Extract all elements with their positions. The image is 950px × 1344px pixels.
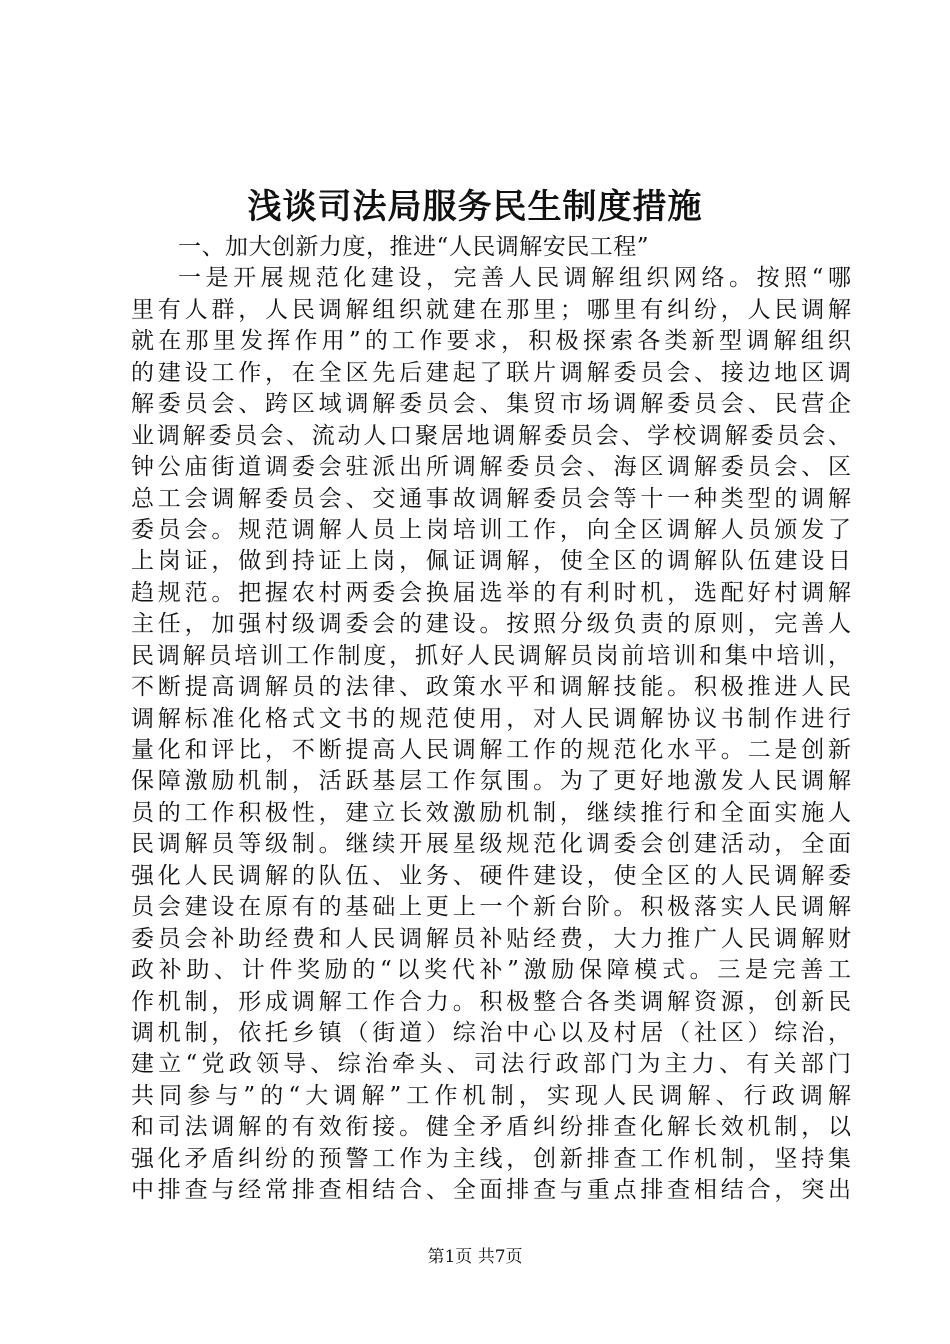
paragraph-line: 民调解员培训工作制度，抓好人民调解员岗前培训和集中培训， [131,642,851,669]
paragraph-line: 调机制，依托乡镇（街道）综治中心以及村居（社区）综治， [131,1019,851,1046]
document-title: 浅谈司法局服务民生制度措施 [247,187,703,227]
document-body [131,232,851,1207]
paragraph-line: 委员会补助经费和人民调解员补贴经费，大力推广人民调解财 [131,925,851,952]
paragraph-line: 钟公庙街道调委会驻派出所调解委员会、海区调解委员会、区 [131,454,851,481]
paragraph-line: 调解标准化格式文书的规范使用，对人民调解协议书制作进行 [131,705,851,732]
paragraph-line: 中排查与经常排查相结合、全面排查与重点排查相结合，突出 [131,1177,851,1204]
paragraph-line: 不断提高调解员的法律、政策水平和调解技能。积极推进人民 [131,674,851,701]
paragraph-line: 强化矛盾纠纷的预警工作为主线，创新排查工作机制，坚持集 [131,1145,851,1172]
paragraph-line: 趋规范。把握农村两委会换届选举的有利时机，选配好村调解 [131,579,851,606]
paragraph-line: 强化人民调解的队伍、业务、硬件建设，使全区的人民调解委 [131,862,851,889]
paragraph-line: 委员会。规范调解人员上岗培训工作，向全区调解人员颁发了 [131,516,851,543]
paragraph-line: 政补助、计件奖励的“以奖代补”激励保障模式。三是完善工 [131,957,851,984]
paragraph-line: 量化和评比，不断提高人民调解工作的规范化水平。二是创新 [131,737,851,763]
paragraph-line: 员的工作积极性，建立长效激励机制，继续推行和全面实施人 [131,799,851,826]
paragraph-line: 主任，加强村级调委会的建设。按照分级负责的原则，完善人 [131,611,851,638]
section-heading: 一、加大创新力度，推进“人民调解安民工程” [178,234,650,260]
paragraph-line: 业调解委员会、流动人口聚居地调解委员会、学校调解委员会、 [131,422,851,449]
paragraph-line: 的建设工作，在全区先后建起了联片调解委员会、接边地区调 [131,359,851,386]
paragraph-line: 和司法调解的有效衔接。健全矛盾纠纷排查化解长效机制，以 [131,1114,851,1141]
paragraph-line: 就在那里发挥作用”的工作要求，积极探索各类新型调解组织 [131,328,851,355]
page-number-footer: 第1页 共7页 [427,1247,523,1267]
paragraph-line: 解委员会、跨区域调解委员会、集贸市场调解委员会、民营企 [131,391,851,418]
paragraph-line: 一是开展规范化建设，完善人民调解组织网络。按照“哪 [178,265,851,292]
paragraph-line: 建立“党政领导、综治牵头、司法行政部门为主力、有关部门 [131,1051,851,1078]
paragraph-line: 里有人群，人民调解组织就建在那里；哪里有纠纷，人民调解 [131,296,851,323]
paragraph-line: 保障激励机制，活跃基层工作氛围。为了更好地激发人民调解 [131,768,851,795]
paragraph-line: 总工会调解委员会、交通事故调解委员会等十一种类型的调解 [131,485,851,512]
paragraph-line: 员会建设在原有的基础上更上一个新台阶。积极落实人民调解 [131,894,851,921]
paragraph-line: 上岗证，做到持证上岗，佩证调解，使全区的调解队伍建设日 [131,548,851,575]
paragraph-line: 民调解员等级制。继续开展星级规范化调委会创建活动，全面 [131,831,851,858]
paragraph-line: 作机制，形成调解工作合力。积极整合各类调解资源，创新民 [131,988,851,1015]
paragraph-line: 共同参与”的“大调解”工作机制，实现人民调解、行政调解 [131,1082,851,1109]
